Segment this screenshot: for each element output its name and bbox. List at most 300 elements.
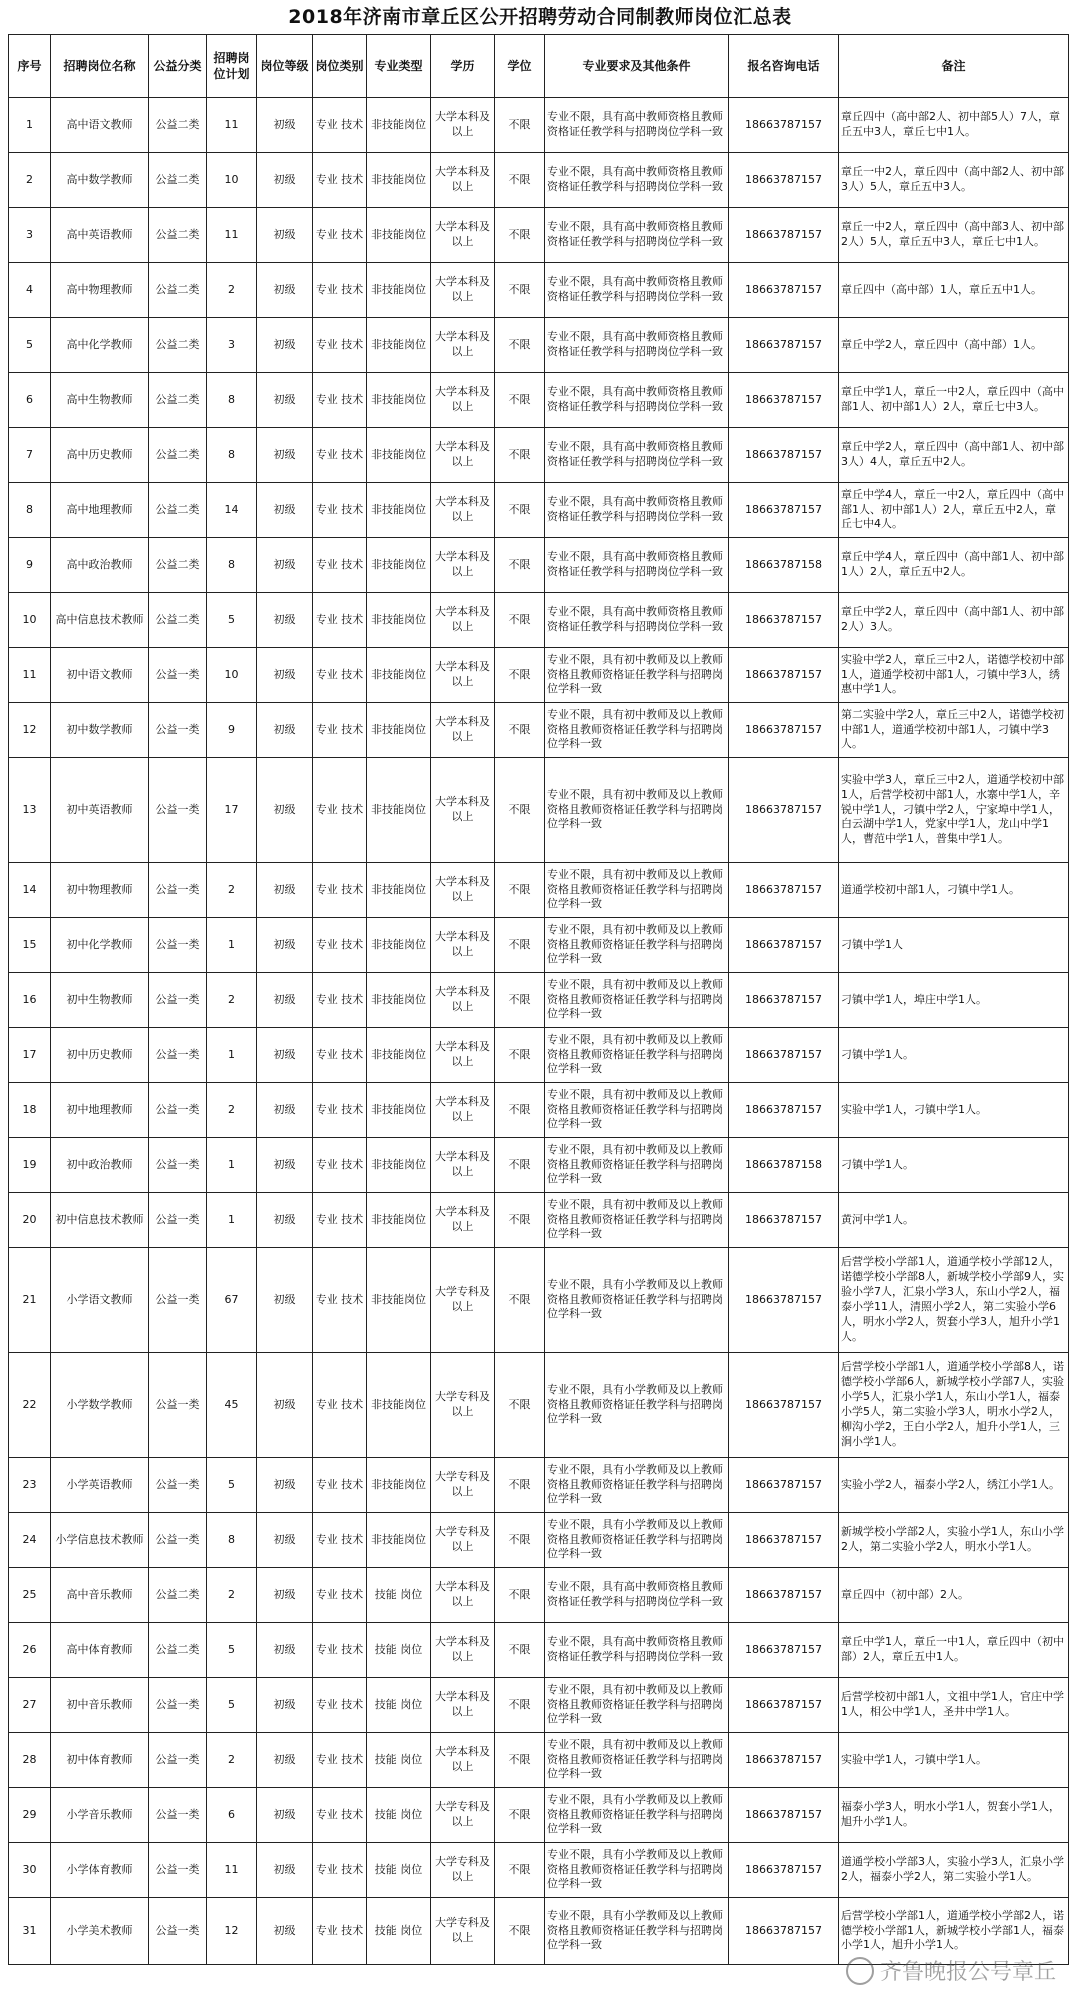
cell-phone: 18663787157 <box>729 703 839 758</box>
cell-row-index: 9 <box>9 538 51 593</box>
cell-level: 初级 <box>257 1193 313 1248</box>
cell-notes: 刁镇中学1人 <box>839 918 1069 973</box>
cell-level: 初级 <box>257 1513 313 1568</box>
cell-position-name: 初中地理教师 <box>51 1083 149 1138</box>
cell-phone: 18663787157 <box>729 1568 839 1623</box>
cell-plan-count: 2 <box>207 263 257 318</box>
cell-position-name: 高中历史教师 <box>51 428 149 483</box>
cell-row-index: 13 <box>9 758 51 863</box>
cell-plan-count: 10 <box>207 153 257 208</box>
table-row <box>9 538 1069 593</box>
cell-degree: 不限 <box>495 758 545 863</box>
cell-plan-count: 6 <box>207 1788 257 1843</box>
table-row <box>9 1733 1069 1788</box>
cell-row-index: 29 <box>9 1788 51 1843</box>
cell-category: 公益一类 <box>149 1458 207 1513</box>
cell-education: 大学本科及以上 <box>431 1568 495 1623</box>
cell-major-type: 非技能岗位 <box>367 863 431 918</box>
cell-row-index: 24 <box>9 1513 51 1568</box>
cell-level: 初级 <box>257 648 313 703</box>
table-row <box>9 758 1069 863</box>
cell-phone: 18663787157 <box>729 153 839 208</box>
cell-plan-count: 9 <box>207 703 257 758</box>
cell-post-type: 专业 技术 <box>313 1248 367 1353</box>
cell-level: 初级 <box>257 1843 313 1898</box>
cell-major-type: 非技能岗位 <box>367 153 431 208</box>
cell-position-name: 初中体育教师 <box>51 1733 149 1788</box>
cell-level: 初级 <box>257 1788 313 1843</box>
cell-major-type: 非技能岗位 <box>367 918 431 973</box>
cell-notes: 第二实验中学2人，章丘三中2人，诺德学校初中部1人，道通学校初中部1人，刁镇中学3人。 <box>839 703 1069 758</box>
cell-category: 公益一类 <box>149 973 207 1028</box>
cell-degree: 不限 <box>495 1513 545 1568</box>
cell-position-name: 小学语文教师 <box>51 1248 149 1353</box>
cell-phone: 18663787157 <box>729 1733 839 1788</box>
cell-row-index: 10 <box>9 593 51 648</box>
cell-post-type: 专业 技术 <box>313 1568 367 1623</box>
cell-position-name: 高中地理教师 <box>51 483 149 538</box>
cell-post-type: 专业 技术 <box>313 863 367 918</box>
cell-degree: 不限 <box>495 318 545 373</box>
header-degree: 学位 <box>495 35 545 98</box>
cell-requirements: 专业不限，具有高中教师资格且教师资格证任教学科与招聘岗位学科一致 <box>545 263 729 318</box>
cell-category: 公益一类 <box>149 1193 207 1248</box>
cell-education: 大学本科及以上 <box>431 263 495 318</box>
cell-requirements: 专业不限，具有高中教师资格且教师资格证任教学科与招聘岗位学科一致 <box>545 483 729 538</box>
cell-major-type: 技能 岗位 <box>367 1898 431 1965</box>
cell-category: 公益二类 <box>149 263 207 318</box>
cell-major-type: 非技能岗位 <box>367 1458 431 1513</box>
cell-post-type: 专业 技术 <box>313 918 367 973</box>
cell-education: 大学本科及以上 <box>431 1733 495 1788</box>
cell-row-index: 16 <box>9 973 51 1028</box>
cell-post-type: 专业 技术 <box>313 1678 367 1733</box>
cell-position-name: 初中信息技术教师 <box>51 1193 149 1248</box>
cell-plan-count: 1 <box>207 1028 257 1083</box>
cell-major-type: 非技能岗位 <box>367 373 431 428</box>
header-row <box>9 35 1069 98</box>
cell-row-index: 15 <box>9 918 51 973</box>
cell-degree: 不限 <box>495 1138 545 1193</box>
cell-level: 初级 <box>257 1898 313 1965</box>
cell-notes: 实验中学3人，章丘三中2人，道通学校初中部1人，后营学校初中部1人，水寨中学1人，辛锐中学1人，刁镇中学2人，宁家埠中学1人，白云湖中学1人，党家中学1人，龙山中学1人，曹范中学1人，普集中学1人。 <box>839 758 1069 863</box>
cell-category: 公益一类 <box>149 1248 207 1353</box>
table-row <box>9 1353 1069 1458</box>
cell-degree: 不限 <box>495 1843 545 1898</box>
cell-phone: 18663787157 <box>729 1843 839 1898</box>
cell-major-type: 非技能岗位 <box>367 318 431 373</box>
cell-row-index: 25 <box>9 1568 51 1623</box>
cell-post-type: 专业 技术 <box>313 1353 367 1458</box>
cell-notes: 章丘四中（初中部）2人。 <box>839 1568 1069 1623</box>
cell-education: 大学本科及以上 <box>431 918 495 973</box>
cell-post-type: 专业 技术 <box>313 1898 367 1965</box>
cell-notes: 章丘中学4人，章丘一中2人，章丘四中（高中部1人、初中部1人）2人，章丘五中2人，章丘七中4人。 <box>839 483 1069 538</box>
cell-plan-count: 8 <box>207 538 257 593</box>
cell-level: 初级 <box>257 98 313 153</box>
cell-education: 大学本科及以上 <box>431 483 495 538</box>
cell-notes: 后营学校小学部1人，道通学校小学部8人，诺德学校小学部6人，新城学校小学部7人，实验小学5人，汇泉小学1人，东山小学1人，福泰小学5人，第二实验小学3人，明水小学2人，柳沟小学2，王白小学2人，旭升小学1人，三涧小学1人。 <box>839 1353 1069 1458</box>
cell-position-name: 小学英语教师 <box>51 1458 149 1513</box>
cell-notes: 章丘中学1人，章丘一中2人，章丘四中（高中部1人、初中部1人）2人，章丘七中3人。 <box>839 373 1069 428</box>
cell-education: 大学本科及以上 <box>431 1193 495 1248</box>
cell-level: 初级 <box>257 1353 313 1458</box>
cell-notes: 实验中学2人，章丘三中2人，诺德学校初中部1人，道通学校初中部1人，刁镇中学3人，绣惠中学1人。 <box>839 648 1069 703</box>
cell-requirements: 专业不限，具有初中教师及以上教师资格且教师资格证任教学科与招聘岗位学科一致 <box>545 758 729 863</box>
cell-position-name: 高中英语教师 <box>51 208 149 263</box>
cell-post-type: 专业 技术 <box>313 1843 367 1898</box>
cell-education: 大学本科及以上 <box>431 538 495 593</box>
cell-requirements: 专业不限，具有小学教师及以上教师资格且教师资格证任教学科与招聘岗位学科一致 <box>545 1458 729 1513</box>
cell-education: 大学本科及以上 <box>431 1138 495 1193</box>
cell-position-name: 初中历史教师 <box>51 1028 149 1083</box>
cell-requirements: 专业不限，具有小学教师及以上教师资格且教师资格证任教学科与招聘岗位学科一致 <box>545 1353 729 1458</box>
table-row <box>9 153 1069 208</box>
cell-major-type: 非技能岗位 <box>367 1513 431 1568</box>
cell-position-name: 高中语文教师 <box>51 98 149 153</box>
cell-row-index: 8 <box>9 483 51 538</box>
cell-education: 大学本科及以上 <box>431 98 495 153</box>
cell-plan-count: 2 <box>207 1083 257 1138</box>
cell-requirements: 专业不限，具有初中教师及以上教师资格且教师资格证任教学科与招聘岗位学科一致 <box>545 1193 729 1248</box>
cell-row-index: 2 <box>9 153 51 208</box>
table-row <box>9 703 1069 758</box>
cell-post-type: 专业 技术 <box>313 98 367 153</box>
cell-level: 初级 <box>257 1733 313 1788</box>
cell-major-type: 非技能岗位 <box>367 1248 431 1353</box>
wechat-icon <box>846 1957 874 1985</box>
cell-education: 大学本科及以上 <box>431 373 495 428</box>
cell-degree: 不限 <box>495 918 545 973</box>
watermark <box>846 1955 1056 1986</box>
cell-degree: 不限 <box>495 153 545 208</box>
cell-education: 大学专科及以上 <box>431 1248 495 1353</box>
cell-requirements: 专业不限，具有高中教师资格且教师资格证任教学科与招聘岗位学科一致 <box>545 1568 729 1623</box>
cell-education: 大学专科及以上 <box>431 1458 495 1513</box>
cell-degree: 不限 <box>495 98 545 153</box>
cell-position-name: 小学数学教师 <box>51 1353 149 1458</box>
cell-degree: 不限 <box>495 593 545 648</box>
cell-category: 公益一类 <box>149 1898 207 1965</box>
cell-degree: 不限 <box>495 1733 545 1788</box>
cell-phone: 18663787157 <box>729 318 839 373</box>
cell-row-index: 19 <box>9 1138 51 1193</box>
cell-level: 初级 <box>257 1138 313 1193</box>
cell-post-type: 专业 技术 <box>313 318 367 373</box>
cell-phone: 18663787157 <box>729 648 839 703</box>
table-row <box>9 1513 1069 1568</box>
cell-requirements: 专业不限，具有初中教师及以上教师资格且教师资格证任教学科与招聘岗位学科一致 <box>545 1028 729 1083</box>
cell-education: 大学专科及以上 <box>431 1353 495 1458</box>
cell-position-name: 初中音乐教师 <box>51 1678 149 1733</box>
table-row <box>9 593 1069 648</box>
cell-level: 初级 <box>257 1623 313 1678</box>
cell-position-name: 初中化学教师 <box>51 918 149 973</box>
cell-position-name: 初中政治教师 <box>51 1138 149 1193</box>
cell-education: 大学专科及以上 <box>431 1788 495 1843</box>
cell-phone: 18663787157 <box>729 98 839 153</box>
cell-phone: 18663787157 <box>729 1513 839 1568</box>
cell-degree: 不限 <box>495 1788 545 1843</box>
cell-degree: 不限 <box>495 1458 545 1513</box>
cell-plan-count: 2 <box>207 1733 257 1788</box>
cell-level: 初级 <box>257 593 313 648</box>
cell-major-type: 非技能岗位 <box>367 758 431 863</box>
cell-post-type: 专业 技术 <box>313 758 367 863</box>
cell-plan-count: 5 <box>207 1458 257 1513</box>
cell-education: 大学本科及以上 <box>431 863 495 918</box>
cell-degree: 不限 <box>495 538 545 593</box>
cell-phone: 18663787157 <box>729 1458 839 1513</box>
cell-phone: 18663787157 <box>729 1248 839 1353</box>
cell-position-name: 初中生物教师 <box>51 973 149 1028</box>
cell-phone: 18663787157 <box>729 973 839 1028</box>
cell-degree: 不限 <box>495 1353 545 1458</box>
cell-major-type: 技能 岗位 <box>367 1568 431 1623</box>
cell-post-type: 专业 技术 <box>313 1788 367 1843</box>
cell-plan-count: 11 <box>207 98 257 153</box>
header-notes: 备注 <box>839 35 1069 98</box>
cell-level: 初级 <box>257 863 313 918</box>
header-education: 学历 <box>431 35 495 98</box>
cell-row-index: 23 <box>9 1458 51 1513</box>
cell-notes: 后营学校小学部1人，道通学校小学部12人，诺德学校小学部8人，新城学校小学部9人，实验小学7人，汇泉小学3人，东山小学2人，福泰小学11人，清照小学2人，第二实验小学6人，明水小学2人，贺套小学3人，旭升小学1人。 <box>839 1248 1069 1353</box>
cell-post-type: 专业 技术 <box>313 703 367 758</box>
cell-requirements: 专业不限，具有初中教师及以上教师资格且教师资格证任教学科与招聘岗位学科一致 <box>545 863 729 918</box>
cell-category: 公益一类 <box>149 1138 207 1193</box>
cell-notes: 后营学校初中部1人，文祖中学1人，官庄中学1人，相公中学1人，圣井中学1人。 <box>839 1678 1069 1733</box>
cell-level: 初级 <box>257 373 313 428</box>
cell-category: 公益二类 <box>149 483 207 538</box>
cell-position-name: 初中英语教师 <box>51 758 149 863</box>
cell-category: 公益一类 <box>149 1513 207 1568</box>
cell-notes: 后营学校小学部1人，道通学校小学部2人，诺德学校小学部1人，新城学校小学部1人，福泰小学1人，旭升小学1人。 <box>839 1898 1069 1965</box>
cell-plan-count: 2 <box>207 1568 257 1623</box>
cell-requirements: 专业不限，具有小学教师及以上教师资格且教师资格证任教学科与招聘岗位学科一致 <box>545 1513 729 1568</box>
cell-plan-count: 1 <box>207 1138 257 1193</box>
cell-post-type: 专业 技术 <box>313 1083 367 1138</box>
cell-major-type: 非技能岗位 <box>367 1083 431 1138</box>
cell-post-type: 专业 技术 <box>313 648 367 703</box>
cell-post-type: 专业 技术 <box>313 153 367 208</box>
cell-notes: 章丘中学1人，章丘一中1人，章丘四中（初中部）2人，章丘五中1人。 <box>839 1623 1069 1678</box>
cell-major-type: 非技能岗位 <box>367 208 431 263</box>
cell-degree: 不限 <box>495 428 545 483</box>
cell-degree: 不限 <box>495 483 545 538</box>
header-requirements: 专业要求及其他条件 <box>545 35 729 98</box>
cell-level: 初级 <box>257 1568 313 1623</box>
cell-education: 大学本科及以上 <box>431 1083 495 1138</box>
table-row <box>9 1248 1069 1353</box>
cell-level: 初级 <box>257 703 313 758</box>
cell-plan-count: 17 <box>207 758 257 863</box>
cell-major-type: 技能 岗位 <box>367 1843 431 1898</box>
cell-plan-count: 11 <box>207 1843 257 1898</box>
cell-major-type: 非技能岗位 <box>367 648 431 703</box>
table-row <box>9 1843 1069 1898</box>
cell-row-index: 26 <box>9 1623 51 1678</box>
cell-position-name: 初中物理教师 <box>51 863 149 918</box>
cell-requirements: 专业不限，具有高中教师资格且教师资格证任教学科与招聘岗位学科一致 <box>545 153 729 208</box>
cell-post-type: 专业 技术 <box>313 1513 367 1568</box>
cell-phone: 18663787157 <box>729 483 839 538</box>
cell-category: 公益一类 <box>149 863 207 918</box>
cell-position-name: 小学信息技术教师 <box>51 1513 149 1568</box>
cell-post-type: 专业 技术 <box>313 428 367 483</box>
watermark-text: 齐鲁晚报公号章丘 <box>879 1960 1056 1985</box>
cell-category: 公益二类 <box>149 318 207 373</box>
cell-category: 公益二类 <box>149 593 207 648</box>
cell-plan-count: 2 <box>207 863 257 918</box>
cell-requirements: 专业不限，具有高中教师资格且教师资格证任教学科与招聘岗位学科一致 <box>545 373 729 428</box>
cell-post-type: 专业 技术 <box>313 538 367 593</box>
cell-notes: 黄河中学1人。 <box>839 1193 1069 1248</box>
cell-level: 初级 <box>257 758 313 863</box>
cell-post-type: 专业 技术 <box>313 208 367 263</box>
cell-notes: 道通学校小学部3人，实验小学3人，汇泉小学2人，福泰小学2人，第二实验小学1人。 <box>839 1843 1069 1898</box>
cell-requirements: 专业不限，具有高中教师资格且教师资格证任教学科与招聘岗位学科一致 <box>545 318 729 373</box>
cell-notes: 章丘一中2人，章丘四中（高中部2人、初中部3人）5人，章丘五中3人。 <box>839 153 1069 208</box>
cell-row-index: 7 <box>9 428 51 483</box>
cell-major-type: 非技能岗位 <box>367 1028 431 1083</box>
cell-level: 初级 <box>257 973 313 1028</box>
table-row <box>9 863 1069 918</box>
cell-requirements: 专业不限，具有初中教师及以上教师资格且教师资格证任教学科与招聘岗位学科一致 <box>545 648 729 703</box>
cell-major-type: 技能 岗位 <box>367 1788 431 1843</box>
table-row <box>9 973 1069 1028</box>
cell-notes: 道通学校初中部1人，刁镇中学1人。 <box>839 863 1069 918</box>
cell-plan-count: 2 <box>207 973 257 1028</box>
cell-degree: 不限 <box>495 208 545 263</box>
cell-category: 公益二类 <box>149 208 207 263</box>
cell-level: 初级 <box>257 538 313 593</box>
cell-row-index: 1 <box>9 98 51 153</box>
cell-major-type: 非技能岗位 <box>367 973 431 1028</box>
cell-level: 初级 <box>257 428 313 483</box>
cell-degree: 不限 <box>495 1898 545 1965</box>
cell-post-type: 专业 技术 <box>313 373 367 428</box>
header-category: 公益分类 <box>149 35 207 98</box>
cell-phone: 18663787157 <box>729 1678 839 1733</box>
header-phone: 报名咨询电话 <box>729 35 839 98</box>
cell-level: 初级 <box>257 483 313 538</box>
cell-plan-count: 11 <box>207 208 257 263</box>
cell-degree: 不限 <box>495 1193 545 1248</box>
cell-notes: 章丘中学2人，章丘四中（高中部1人、初中部2人）3人。 <box>839 593 1069 648</box>
cell-level: 初级 <box>257 1028 313 1083</box>
cell-degree: 不限 <box>495 648 545 703</box>
table-row <box>9 918 1069 973</box>
cell-phone: 18663787158 <box>729 538 839 593</box>
cell-row-index: 20 <box>9 1193 51 1248</box>
cell-degree: 不限 <box>495 1248 545 1353</box>
cell-row-index: 11 <box>9 648 51 703</box>
cell-major-type: 非技能岗位 <box>367 1353 431 1458</box>
cell-phone: 18663787157 <box>729 208 839 263</box>
cell-notes: 新城学校小学部2人，实验小学1人，东山小学2人，第二实验小学2人，明水小学1人。 <box>839 1513 1069 1568</box>
cell-plan-count: 3 <box>207 318 257 373</box>
cell-position-name: 高中数学教师 <box>51 153 149 208</box>
cell-plan-count: 1 <box>207 918 257 973</box>
cell-phone: 18663787157 <box>729 593 839 648</box>
cell-phone: 18663787157 <box>729 373 839 428</box>
cell-notes: 刁镇中学1人。 <box>839 1028 1069 1083</box>
cell-requirements: 专业不限，具有高中教师资格且教师资格证任教学科与招聘岗位学科一致 <box>545 208 729 263</box>
cell-major-type: 非技能岗位 <box>367 1138 431 1193</box>
cell-phone: 18663787157 <box>729 918 839 973</box>
cell-degree: 不限 <box>495 1568 545 1623</box>
cell-notes: 实验中学1人，刁镇中学1人。 <box>839 1083 1069 1138</box>
cell-post-type: 专业 技术 <box>313 1193 367 1248</box>
cell-major-type: 非技能岗位 <box>367 483 431 538</box>
cell-requirements: 专业不限，具有小学教师及以上教师资格且教师资格证任教学科与招聘岗位学科一致 <box>545 1248 729 1353</box>
cell-notes: 章丘中学2人，章丘四中（高中部）1人。 <box>839 318 1069 373</box>
cell-row-index: 12 <box>9 703 51 758</box>
table-row <box>9 373 1069 428</box>
cell-plan-count: 8 <box>207 428 257 483</box>
cell-phone: 18663787157 <box>729 1898 839 1965</box>
positions-table <box>8 34 1069 1965</box>
document-title: 2018年济南市章丘区公开招聘劳动合同制教师岗位汇总表 <box>288 6 792 28</box>
cell-position-name: 高中化学教师 <box>51 318 149 373</box>
cell-requirements: 专业不限，具有初中教师及以上教师资格且教师资格证任教学科与招聘岗位学科一致 <box>545 1678 729 1733</box>
cell-requirements: 专业不限，具有初中教师及以上教师资格且教师资格证任教学科与招聘岗位学科一致 <box>545 918 729 973</box>
cell-notes: 刁镇中学1人，埠庄中学1人。 <box>839 973 1069 1028</box>
cell-plan-count: 8 <box>207 373 257 428</box>
cell-position-name: 高中政治教师 <box>51 538 149 593</box>
cell-post-type: 专业 技术 <box>313 1458 367 1513</box>
cell-category: 公益二类 <box>149 98 207 153</box>
cell-post-type: 专业 技术 <box>313 593 367 648</box>
cell-category: 公益一类 <box>149 703 207 758</box>
cell-category: 公益二类 <box>149 428 207 483</box>
cell-category: 公益一类 <box>149 1678 207 1733</box>
cell-requirements: 专业不限，具有小学教师及以上教师资格且教师资格证任教学科与招聘岗位学科一致 <box>545 1898 729 1965</box>
cell-requirements: 专业不限，具有小学教师及以上教师资格且教师资格证任教学科与招聘岗位学科一致 <box>545 1788 729 1843</box>
cell-position-name: 小学美术教师 <box>51 1898 149 1965</box>
table-row <box>9 1458 1069 1513</box>
cell-row-index: 28 <box>9 1733 51 1788</box>
cell-requirements: 专业不限，具有初中教师及以上教师资格且教师资格证任教学科与招聘岗位学科一致 <box>545 703 729 758</box>
cell-plan-count: 1 <box>207 1193 257 1248</box>
table-row <box>9 1678 1069 1733</box>
cell-category: 公益二类 <box>149 1623 207 1678</box>
cell-phone: 18663787157 <box>729 1028 839 1083</box>
cell-degree: 不限 <box>495 263 545 318</box>
table-row <box>9 1028 1069 1083</box>
cell-education: 大学本科及以上 <box>431 1028 495 1083</box>
cell-requirements: 专业不限，具有初中教师及以上教师资格且教师资格证任教学科与招聘岗位学科一致 <box>545 973 729 1028</box>
table-row <box>9 483 1069 538</box>
cell-category: 公益二类 <box>149 153 207 208</box>
cell-degree: 不限 <box>495 1678 545 1733</box>
header-plan: 招聘岗位计划 <box>207 35 257 98</box>
cell-major-type: 非技能岗位 <box>367 98 431 153</box>
cell-row-index: 17 <box>9 1028 51 1083</box>
cell-level: 初级 <box>257 918 313 973</box>
cell-notes: 章丘一中2人，章丘四中（高中部3人、初中部2人）5人，章丘五中3人，章丘七中1人。 <box>839 208 1069 263</box>
cell-post-type: 专业 技术 <box>313 1623 367 1678</box>
cell-phone: 18663787157 <box>729 428 839 483</box>
cell-category: 公益一类 <box>149 648 207 703</box>
cell-degree: 不限 <box>495 1028 545 1083</box>
table-row <box>9 208 1069 263</box>
cell-notes: 实验中学1人，刁镇中学1人。 <box>839 1733 1069 1788</box>
cell-notes: 章丘四中（高中部）1人，章丘五中1人。 <box>839 263 1069 318</box>
cell-education: 大学本科及以上 <box>431 703 495 758</box>
table-row <box>9 1138 1069 1193</box>
cell-major-type: 非技能岗位 <box>367 703 431 758</box>
